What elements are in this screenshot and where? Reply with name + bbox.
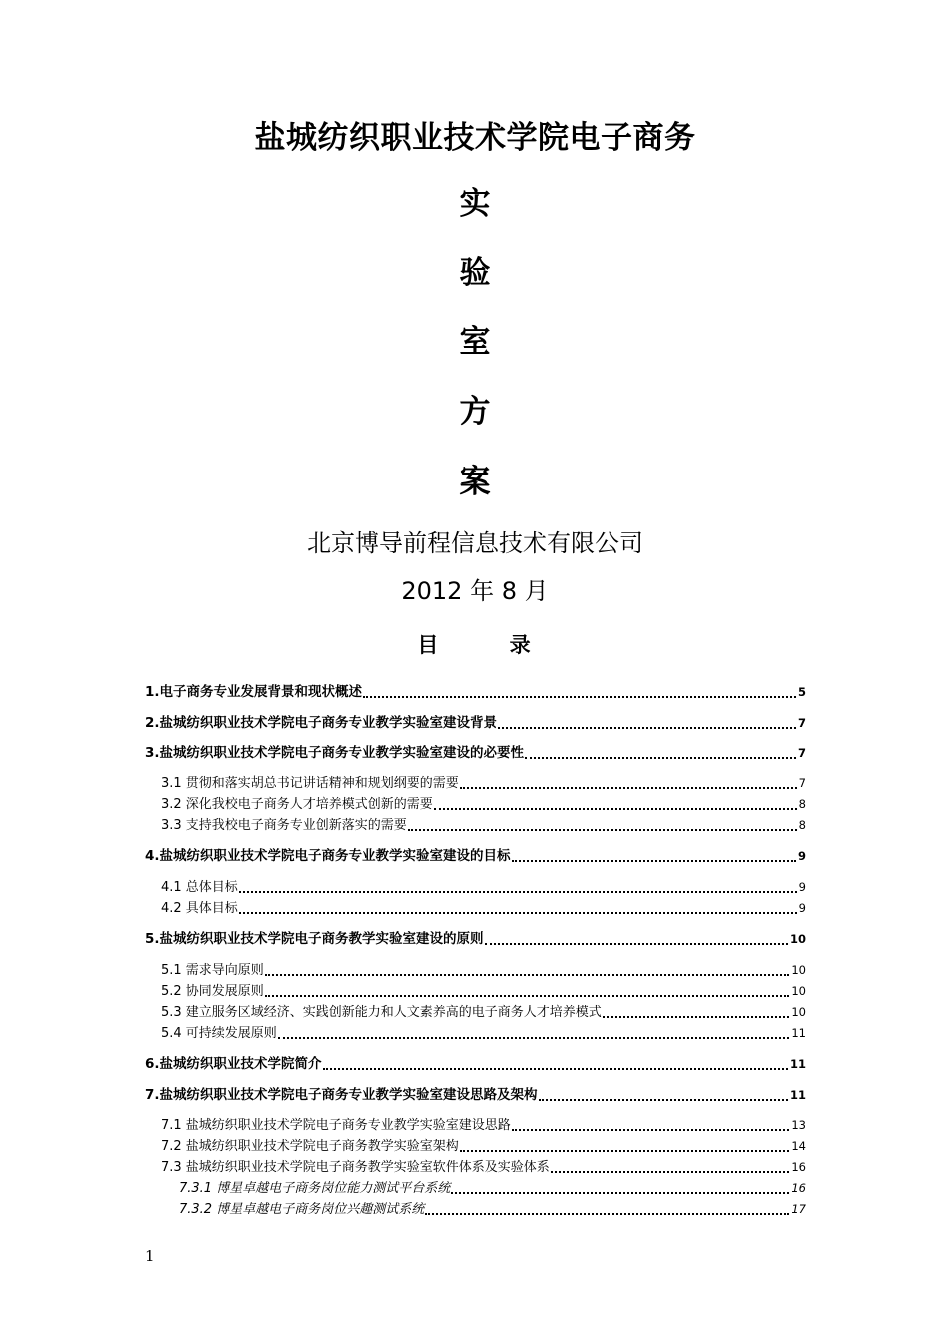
title-char-3: 室	[459, 324, 491, 360]
toc-entry[interactable]	[145, 930, 806, 949]
toc-dot-leader	[239, 881, 797, 893]
toc-dot-leader	[425, 1203, 789, 1215]
toc-entry[interactable]	[145, 982, 806, 1001]
toc-entry-page: 11	[789, 1057, 806, 1071]
toc-entry-page: 13	[791, 1118, 806, 1132]
toc-entry[interactable]	[145, 816, 806, 835]
toc-dot-leader	[265, 985, 790, 997]
toc-entry[interactable]	[145, 1137, 806, 1156]
toc-entry[interactable]	[145, 1086, 806, 1105]
toc-entry-page: 16	[791, 1160, 806, 1174]
toc-dot-leader	[525, 747, 796, 759]
toc-entry-page: 7	[797, 746, 806, 760]
toc-entry[interactable]	[145, 1024, 806, 1043]
toc-entry-title: 5.1 需求导向原则	[161, 963, 264, 978]
toc-entry-page: 9	[797, 849, 806, 863]
toc-entry[interactable]	[145, 714, 806, 733]
toc-dot-leader	[278, 1027, 790, 1039]
toc-dot-leader	[265, 964, 790, 976]
toc-dot-leader	[460, 777, 797, 789]
toc-entry-page: 5	[797, 685, 806, 699]
toc-entry-title: 5.4 可持续发展原则	[161, 1026, 277, 1041]
toc-dot-leader	[512, 850, 796, 862]
toc-dot-leader	[498, 717, 796, 729]
toc-dot-leader	[323, 1058, 788, 1070]
toc-entry-page: 10	[789, 932, 806, 946]
toc-entry[interactable]	[145, 795, 806, 814]
table-of-contents	[145, 0, 806, 1344]
toc-entry[interactable]	[145, 899, 806, 918]
toc-entry-title: 7.3.1 博星卓越电子商务岗位能力测试平台系统	[179, 1181, 451, 1196]
toc-dot-leader	[460, 1140, 790, 1152]
toc-entry-title: 5.2 协同发展原则	[161, 984, 264, 999]
toc-entry[interactable]	[145, 1179, 806, 1198]
toc-entry-page: 14	[791, 1139, 806, 1153]
toc-entry-page: 10	[791, 963, 806, 977]
toc-dot-leader	[551, 1161, 790, 1173]
title-char-2: 验	[459, 255, 491, 291]
toc-entry[interactable]	[145, 744, 806, 763]
toc-dot-leader	[363, 686, 796, 698]
toc-entry[interactable]	[145, 1158, 806, 1177]
toc-entry-title: 3.3 支持我校电子商务专业创新落实的需要	[161, 818, 407, 833]
toc-entry-title: 3.盐城纺织职业技术学院电子商务专业教学实验室建设的必要性	[145, 745, 525, 761]
toc-entry-page: 11	[789, 1088, 806, 1102]
toc-entry-title: 3.2 深化我校电子商务人才培养模式创新的需要	[161, 797, 433, 812]
toc-entry-page: 7	[797, 716, 806, 730]
document-title: 盐城纺织职业技术学院电子商务	[254, 120, 696, 156]
toc-entry-title: 6.盐城纺织职业技术学院简介	[145, 1056, 322, 1072]
toc-entry-page: 9	[798, 880, 806, 894]
toc-entry-page: 10	[791, 1005, 806, 1019]
toc-entry[interactable]	[145, 878, 806, 897]
toc-entry-page: 8	[798, 818, 806, 832]
toc-entry[interactable]	[145, 847, 806, 866]
toc-entry-title: 5.3 建立服务区域经济、实践创新能力和人文素养高的电子商务人才培养模式	[161, 1005, 602, 1020]
toc-entry-title: 7.1 盐城纺织职业技术学院电子商务专业教学实验室建设思路	[161, 1118, 511, 1133]
toc-entry-title: 1.电子商务专业发展背景和现状概述	[145, 684, 363, 700]
title-char-5: 案	[459, 464, 491, 500]
page-number: 1	[145, 1247, 155, 1265]
toc-entry-title: 2.盐城纺织职业技术学院电子商务专业教学实验室建设背景	[145, 715, 498, 731]
toc-entry[interactable]	[145, 1003, 806, 1022]
toc-dot-leader	[434, 798, 797, 810]
toc-entry-page: 9	[798, 901, 806, 915]
toc-dot-leader	[539, 1089, 788, 1101]
title-char-4: 方	[459, 394, 491, 430]
toc-entry-page: 16	[791, 1181, 806, 1195]
toc-entry-title: 4.2 具体目标	[161, 901, 238, 916]
toc-entry[interactable]	[145, 1200, 806, 1219]
toc-entry-title: 5.盐城纺织职业技术学院电子商务教学实验室建设的原则	[145, 931, 484, 947]
toc-entry-title: 4.1 总体目标	[161, 880, 238, 895]
title-char-1: 实	[459, 186, 491, 222]
company-name: 北京博导前程信息技术有限公司	[307, 529, 643, 557]
toc-entry[interactable]	[145, 1055, 806, 1074]
toc-dot-leader	[512, 1119, 790, 1131]
toc-dot-leader	[485, 933, 788, 945]
toc-entry-title: 4.盐城纺织职业技术学院电子商务专业教学实验室建设的目标	[145, 848, 511, 864]
toc-dot-leader	[603, 1006, 790, 1018]
toc-heading: 目 录	[417, 633, 533, 657]
toc-entry-title: 3.1 贯彻和落实胡总书记讲话精神和规划纲要的需要	[161, 776, 459, 791]
toc-entry-page: 17	[791, 1202, 806, 1216]
toc-entry-title: 7.盐城纺织职业技术学院电子商务专业教学实验室建设思路及架构	[145, 1087, 538, 1103]
document-date: 2012 年 8 月	[401, 577, 549, 605]
toc-entry-page: 7	[798, 776, 806, 790]
toc-dot-leader	[451, 1182, 789, 1194]
toc-entry[interactable]	[145, 1116, 806, 1135]
toc-entry-page: 10	[791, 984, 806, 998]
toc-dot-leader	[408, 819, 797, 831]
toc-entry-title: 7.3 盐城纺织职业技术学院电子商务教学实验室软件体系及实验体系	[161, 1160, 550, 1175]
toc-entry-page: 8	[798, 797, 806, 811]
toc-entry[interactable]	[145, 961, 806, 980]
toc-entry-title: 7.3.2 博星卓越电子商务岗位兴趣测试系统	[179, 1202, 425, 1217]
toc-dot-leader	[239, 902, 797, 914]
toc-entry-page: 11	[791, 1026, 806, 1040]
toc-entry-title: 7.2 盐城纺织职业技术学院电子商务教学实验室架构	[161, 1139, 459, 1154]
toc-entry[interactable]	[145, 683, 806, 702]
toc-entry[interactable]	[145, 774, 806, 793]
